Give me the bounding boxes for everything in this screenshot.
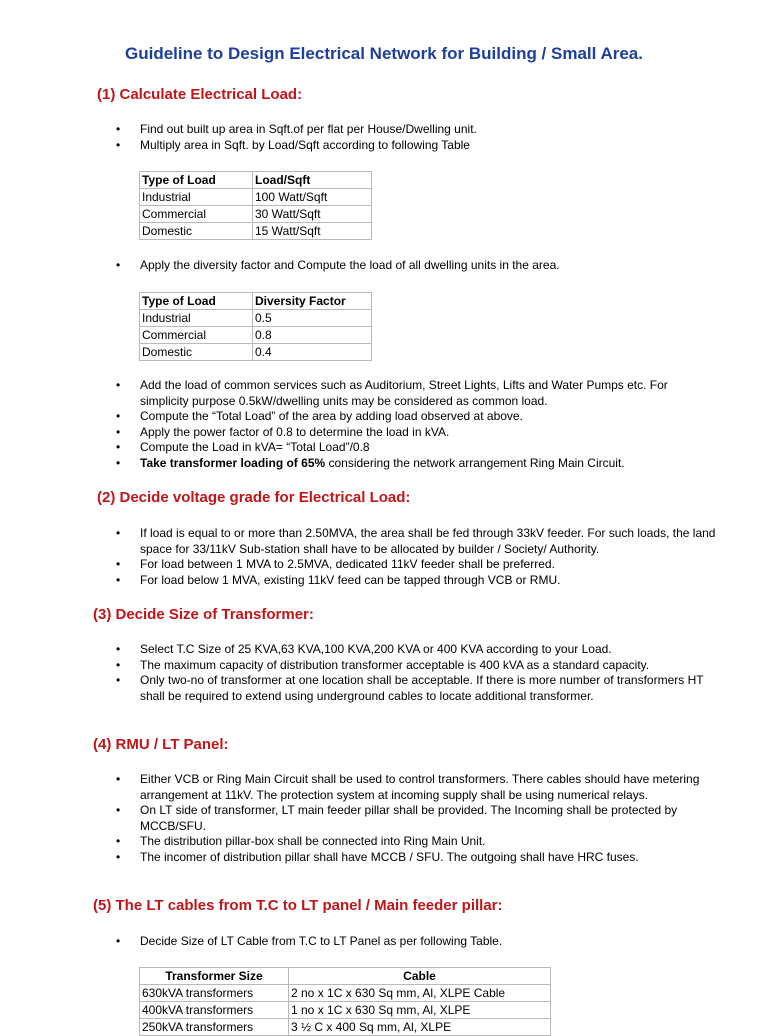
list-item: • Select T.C Size of 25 KVA,63 KVA,100 KVA,200 KVA or 400 KVA according to your Load. [116,642,716,658]
section-1-bullets-c [116,378,716,471]
table-cell: 250kVA transformers [140,1019,289,1036]
list-item: • Apply the power factor of 0.8 to determine the load in kVA. [116,425,716,441]
table-cell: 0.5 [253,310,372,327]
section-2-heading: (2) Decide voltage grade for Electrical Load: [97,489,411,506]
section-1-heading: (1) Calculate Electrical Load: [97,86,303,103]
list-item: • The incomer of distribution pillar shall have MCCB / SFU. The outgoing shall have HRC fuses. [116,850,716,866]
list-item: • The distribution pillar-box shall be connected into Ring Main Unit. [116,834,716,850]
section-2-bullets [116,526,716,588]
table-cell: 1 no x 1C x 630 Sq mm, Al, XLPE [289,1002,551,1019]
column-header: Type of Load [140,293,253,310]
table-cell: 2 no x 1C x 630 Sq mm, Al, XLPE Cable [289,985,551,1002]
list-item: • Either VCB or Ring Main Circuit shall be used to control transformers. There cables should have metering arrangement at 11kV. The protection system at incoming supply shall be using numerical relays. [116,772,716,803]
list-item: • Multiply area in Sqft. by Load/Sqft according to following Table [116,138,716,154]
table-cell: 0.8 [253,327,372,344]
table-row [140,1019,551,1036]
table-row [140,344,372,361]
table-row [140,206,372,223]
lt-cable-size-table [139,967,551,1036]
list-item: • For load between 1 MVA to 2.5MVA, dedicated 11kV feeder shall be preferred. [116,557,716,573]
column-header: Transformer Size [140,968,289,985]
column-header: Diversity Factor [253,293,372,310]
list-item: • For load below 1 MVA, existing 11kV feed can be tapped through VCB or RMU. [116,573,716,589]
section-4-bullets [116,772,716,865]
table-cell: Industrial [140,310,253,327]
table-cell: Industrial [140,189,253,206]
section-3-heading: (3) Decide Size of Transformer: [93,606,314,623]
section-5-heading: (5) The LT cables from T.C to LT panel / Main feeder pillar: [93,897,503,914]
list-item [116,456,716,472]
table-cell: 630kVA transformers [140,985,289,1002]
table-cell: Commercial [140,206,253,223]
list-item: • The maximum capacity of distribution transformer acceptable is 400 kVA as a standard capacity. [116,658,716,674]
table-cell: 0.4 [253,344,372,361]
list-item: • If load is equal to or more than 2.50MVA, the area shall be fed through 33kV feeder. For such loads, the land space for 33/11kV Sub-station shall have to be allocated by builder / Society/ Authority. [116,526,716,557]
list-item: • Only two-no of transformer at one location shall be acceptable. If there is more number of transformers HT shall be required to extend using underground cables to locate additional transformer. [116,673,716,704]
table-row [140,985,551,1002]
table-cell: Commercial [140,327,253,344]
list-item: • Decide Size of LT Cable from T.C to LT Panel as per following Table. [116,934,716,950]
table-header-row [140,172,372,189]
list-item: • On LT side of transformer, LT main feeder pillar shall be provided. The Incoming shall be protected by MCCB/SFU. [116,803,716,834]
table-cell: 100 Watt/Sqft [253,189,372,206]
section-3-bullets [116,642,716,704]
column-header: Type of Load [140,172,253,189]
page-title: Guideline to Design Electrical Network for Building / Small Area. [125,44,643,63]
table-row [140,223,372,240]
table-cell: Domestic [140,223,253,240]
section-5-bullets [116,934,716,950]
table-row [140,1002,551,1019]
column-header: Cable [289,968,551,985]
list-item: • Compute the “Total Load” of the area by adding load observed at above. [116,409,716,425]
section-1-bullet-b [116,258,736,274]
section-4-heading: (4) RMU / LT Panel: [93,736,229,753]
list-item: • Apply the diversity factor and Compute the load of all dwelling units in the area. [116,258,736,274]
list-item: • Compute the Load in kVA= “Total Load”/0.8 [116,440,716,456]
table-cell: 3 ½ C x 400 Sq mm, Al, XLPE [289,1019,551,1036]
section-1-bullets-a [116,122,716,153]
table-row [140,327,372,344]
table-cell: 15 Watt/Sqft [253,223,372,240]
table-row [140,189,372,206]
table-header-row [140,968,551,985]
list-item: • Find out built up area in Sqft.of per flat per House/Dwelling unit. [116,122,716,138]
table-row [140,310,372,327]
table-cell: 400kVA transformers [140,1002,289,1019]
list-item: • Add the load of common services such as Auditorium, Street Lights, Lifts and Water Pumps etc. For simplicity purpose 0.5kW/dwelling units may be considered as common load. [116,378,716,409]
column-header: Load/Sqft [253,172,372,189]
transformer-loading-emphasis: Take transformer loading of 65% [140,455,326,470]
diversity-factor-table [139,292,372,361]
load-per-sqft-table [139,171,372,240]
table-header-row [140,293,372,310]
list-item-text: considering the network arrangement Ring Main Circuit. [325,455,625,470]
table-cell: 30 Watt/Sqft [253,206,372,223]
table-cell: Domestic [140,344,253,361]
